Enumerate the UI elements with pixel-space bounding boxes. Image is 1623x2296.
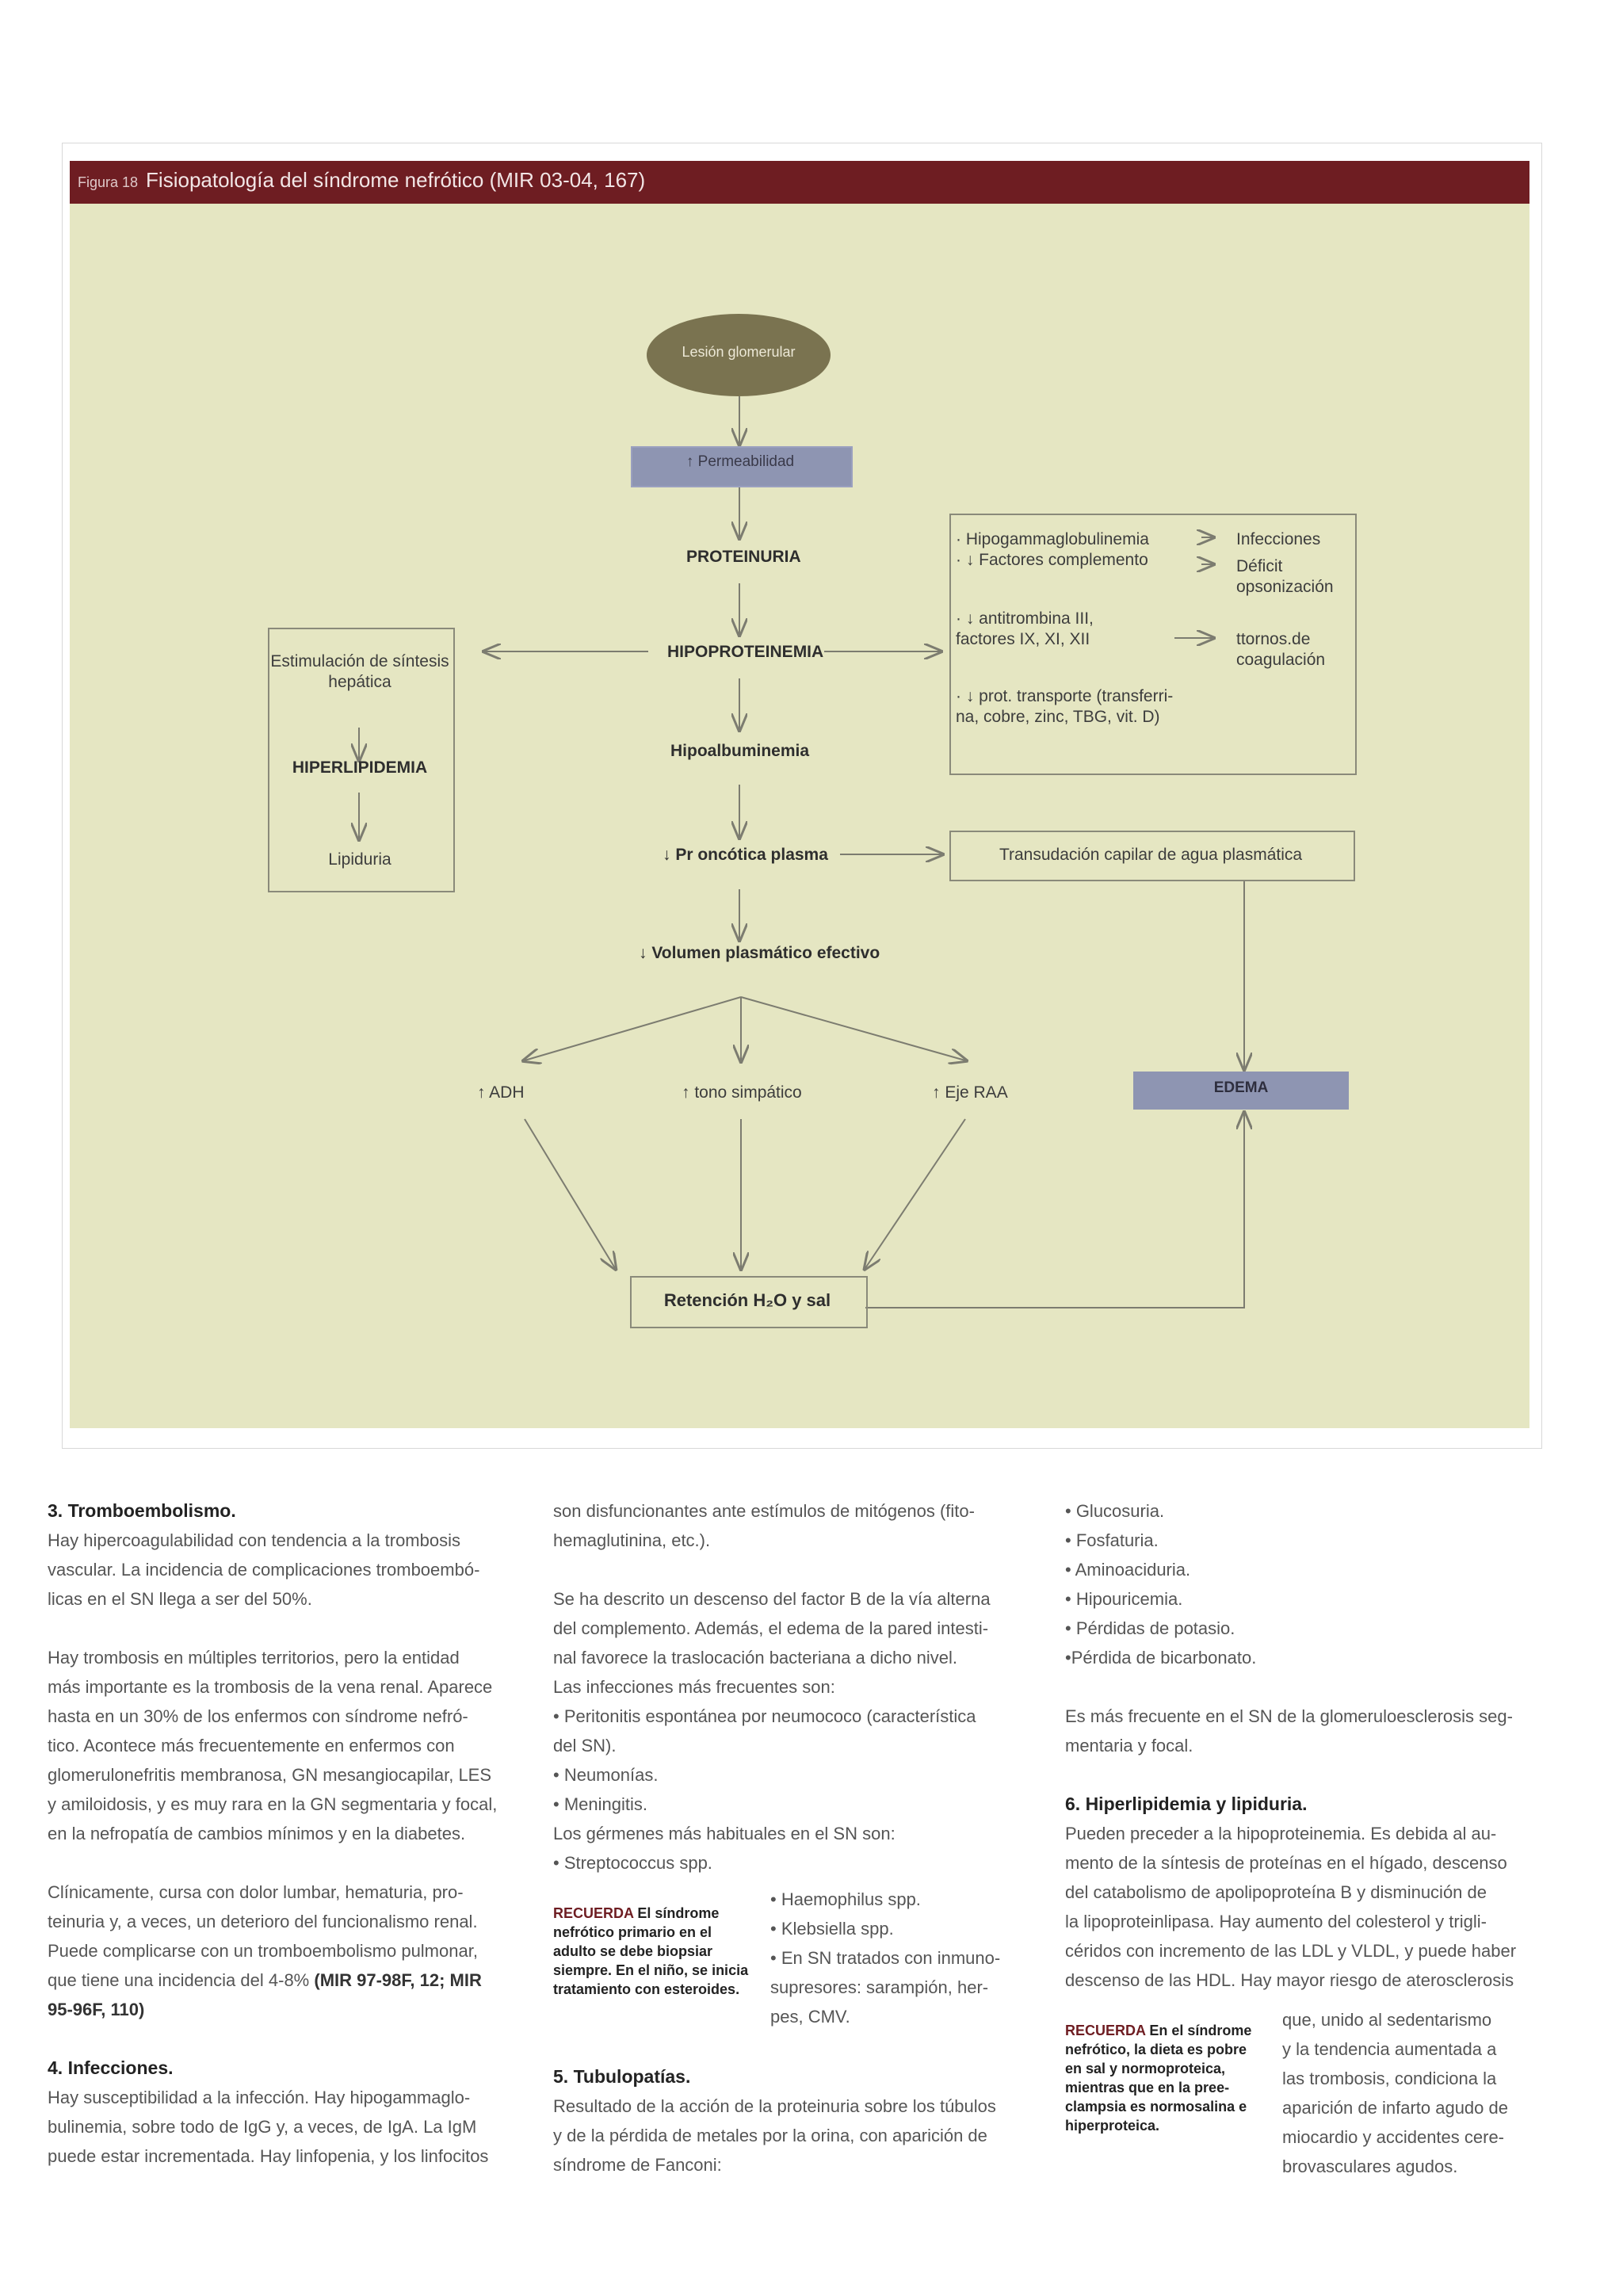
c1-p2-2: hasta en un 30% de los enfermos con síndrome nefró-	[48, 1706, 468, 1726]
c1-p2-0: Hay trombosis en múltiples territorios, pero la entidad	[48, 1648, 460, 1668]
node-pr-oncotica: ↓ Pr oncótica plasma	[663, 846, 828, 864]
c2-l2-1: • Klebsiella spp.	[770, 1919, 894, 1939]
c1-p2-3: tico. Acontece más frecuentemente en enfermos con	[48, 1736, 455, 1755]
c3-p2-2: del catabolismo de apolipoproteína B y disminución de	[1065, 1882, 1487, 1902]
node-volumen: ↓ Volumen plasmático efectivo	[639, 944, 880, 962]
c2-l2-2: • En SN tratados con inmuno-	[770, 1948, 1001, 1968]
c3-l-3: • Hipouricemia.	[1065, 1589, 1183, 1609]
c3-l-5: •Pérdida de bicarbonato.	[1065, 1648, 1257, 1668]
node-hipoalbuminemia: Hipoalbuminemia	[670, 742, 810, 760]
text-column-2	[553, 1496, 1029, 1878]
c3-l-1: • Fosfaturia.	[1065, 1530, 1159, 1550]
c3-l-0: • Glucosuria.	[1065, 1501, 1165, 1521]
c3-p3-0: que, unido al sedentarismo	[1282, 2010, 1492, 2030]
node-estim-1: Estimulación de síntesis	[270, 652, 449, 670]
rb-r3: opsonización	[1236, 578, 1334, 596]
c3-p2-5: descenso de las HDL. Hay mayor riesgo de aterosclerosis	[1065, 1970, 1514, 1990]
figure-number: Figura 18	[78, 174, 139, 190]
rb-r1: Infecciones	[1236, 530, 1321, 548]
rec1-3: siempre. En el niño, se inicia	[553, 1962, 749, 1978]
c3-p3-3: aparición de infarto agudo de	[1282, 2098, 1508, 2118]
node-lesion: Lesión glomerular	[682, 344, 796, 360]
c2-p2-5: del SN).	[553, 1736, 617, 1755]
rb-r4: ttornos.de	[1236, 630, 1311, 648]
c3-p2-1: mento de la síntesis de proteínas en el hígado, descenso	[1065, 1853, 1507, 1873]
c1-p3-0: Clínicamente, cursa con dolor lumbar, hematuria, pro-	[48, 1882, 464, 1902]
c2-p2-7: • Meningitis.	[553, 1794, 647, 1814]
text-column-2-list	[770, 1885, 1029, 2031]
text-column-3	[1065, 1496, 1544, 1995]
c1-p3-2: Puede complicarse con un tromboembolismo pulmonar,	[48, 1941, 478, 1961]
rb-r5: coagulación	[1236, 651, 1326, 669]
c2-p2-3: Las infecciones más frecuentes son:	[553, 1677, 835, 1697]
c2-p2-1: del complemento. Además, el edema de la pared intesti-	[553, 1618, 989, 1638]
c2-l2-0: • Haemophilus spp.	[770, 1889, 921, 1909]
rec2-5: hiperproteica.	[1065, 2118, 1160, 2134]
c1-p2-5: y amiloidosis, y es muy rara en la GN segmentaria y focal,	[48, 1794, 498, 1814]
recuerda-label: RECUERDA	[553, 1905, 634, 1921]
c2-l2-3: supresores: sarampión, her-	[770, 1977, 989, 1997]
rb-l5: · ↓ prot. transporte (transferri-	[956, 687, 1174, 705]
text-column-2-bottom	[553, 2062, 1029, 2179]
node-proteinuria: PROTEINURIA	[686, 548, 801, 566]
rb-l3: · ↓ antitrombina III,	[956, 609, 1094, 628]
text-column-3-bottom	[1282, 2005, 1544, 2181]
rec1-2: adulto se debe biopsiar	[553, 1943, 713, 1959]
rec1-4: tratamiento con esteroides.	[553, 1981, 740, 1997]
rec2-1: nefrótico, la dieta es pobre	[1065, 2042, 1247, 2057]
node-lipiduria: Lipiduria	[328, 850, 391, 869]
node-hiperlipidemia: HIPERLIPIDEMIA	[292, 758, 428, 777]
c3-p2-4: céridos con incremento de las LDL y VLDL, y puede haber	[1065, 1941, 1517, 1961]
c3-l-2: • Aminoaciduria.	[1065, 1560, 1191, 1580]
c1-p3-3: que tiene una incidencia del 4-8%	[48, 1970, 310, 1990]
c3-p1-1: mentaria y focal.	[1065, 1736, 1193, 1755]
node-permeabilidad: ↑ Permeabilidad	[685, 453, 795, 470]
c3-p3-4: miocardio y accidentes cere-	[1282, 2127, 1505, 2147]
c2-p2-9: • Streptococcus spp.	[553, 1853, 712, 1873]
rec1-0: El síndrome	[637, 1905, 720, 1921]
rb-r2: Déficit	[1236, 557, 1283, 575]
text-column-1	[48, 1496, 517, 2171]
rec2-0: En el síndrome	[1149, 2023, 1252, 2038]
node-adh: ↑ ADH	[477, 1083, 525, 1102]
c1-p2-1: más importante es la trombosis de la vena renal. Aparece	[48, 1677, 493, 1697]
heading-tromboembolismo: 3. Tromboembolismo.	[48, 1500, 236, 1521]
c3-p2-3: la lipoproteinlipasa. Hay aumento del colesterol y trigli-	[1065, 1912, 1487, 1931]
c2-l2-4: pes, CMV.	[770, 2007, 850, 2027]
c2-p2-8: Los gérmenes más habituales en el SN son:	[553, 1824, 896, 1843]
recuerda-note-1	[553, 1904, 767, 1999]
c3-p3-1: y la tendencia aumentada a	[1282, 2039, 1497, 2059]
c2-p2-2: nal favorece la traslocación bacteriana a dicho nivel.	[553, 1648, 957, 1668]
c3-l-4: • Pérdidas de potasio.	[1065, 1618, 1235, 1638]
rec2-2: en sal y normoproteica,	[1065, 2061, 1226, 2076]
c3-p3-2: las trombosis, condiciona la	[1282, 2069, 1497, 2088]
node-retencion: Retención H₂O y sal	[663, 1290, 831, 1310]
c3-p3-5: brovasculares agudos.	[1282, 2157, 1458, 2176]
c1-p3-1: teinuria y, a veces, un deterioro del funcionalismo renal.	[48, 1912, 478, 1931]
rb-l1: · Hipogammaglobulinemia	[956, 530, 1149, 548]
node-tono: ↑ tono simpático	[682, 1083, 802, 1102]
heading-hiperlipidemia: 6. Hiperlipidemia y lipiduria.	[1065, 1794, 1308, 1814]
recuerda-label-2: RECUERDA	[1065, 2023, 1146, 2038]
c2-p5-2: síndrome de Fanconi:	[553, 2155, 722, 2175]
heading-infecciones: 4. Infecciones.	[48, 2057, 174, 2078]
rec2-3: mientras que en la pree-	[1065, 2080, 1230, 2095]
c2-p2-6: • Neumonías.	[553, 1765, 659, 1785]
c3-p2-0: Pueden preceder a la hipoproteinemia. Es debida al au-	[1065, 1824, 1497, 1843]
c1-p2-6: en la nefropatía de cambios mínimos y en la diabetes.	[48, 1824, 466, 1843]
rb-l4: factores IX, XI, XII	[956, 630, 1090, 648]
c1-p4-0: Hay susceptibilidad a la infección. Hay hipogammaglo-	[48, 2088, 471, 2107]
c1-ref-2: 95-96F, 110)	[48, 2000, 145, 2019]
rb-l2: · ↓ Factores complemento	[956, 551, 1148, 569]
c1-ref-1: (MIR 97-98F, 12; MIR	[314, 1970, 482, 1990]
c1-p4-2: puede estar incrementada. Hay linfopenia, y los linfocitos	[48, 2146, 489, 2166]
rb-l6: na, cobre, zinc, TBG, vit. D)	[956, 708, 1160, 726]
c3-p1-0: Es más frecuente en el SN de la glomeruloesclerosis seg-	[1065, 1706, 1513, 1726]
c2-p1-0: son disfuncionantes ante estímulos de mitógenos (fito-	[553, 1501, 975, 1521]
rec1-1: nefrótico primario en el	[553, 1924, 712, 1940]
c1-p1-0: Hay hipercoagulabilidad con tendencia a la trombosis	[48, 1530, 460, 1550]
c2-p5-1: y de la pérdida de metales por la orina, con aparición de	[553, 2126, 987, 2145]
c2-p5-0: Resultado de la acción de la proteinuria sobre los túbulos	[553, 2096, 996, 2116]
heading-tubulopatias: 5. Tubulopatías.	[553, 2066, 691, 2087]
node-eje-raa: ↑ Eje RAA	[932, 1083, 1008, 1102]
c2-p2-0: Se ha descrito un descenso del factor B de la vía alterna	[553, 1589, 991, 1609]
figure-title-text: Fisiopatología del síndrome nefrótico (MIR 03-04, 167)	[146, 168, 646, 192]
node-hipoproteinemia: HIPOPROTEINEMIA	[667, 643, 824, 661]
c1-p1-1: vascular. La incidencia de complicaciones tromboembó-	[48, 1560, 480, 1580]
recuerda-note-2	[1065, 2021, 1277, 2135]
node-edema: EDEMA	[1213, 1079, 1269, 1096]
rec2-4: clampsia es normosalina e	[1065, 2099, 1247, 2115]
c1-p1-2: licas en el SN llega a ser del 50%.	[48, 1589, 312, 1609]
node-estim-2: hepática	[328, 673, 391, 691]
c2-p2-4: • Peritonitis espontánea por neumococo (característica	[553, 1706, 976, 1726]
c1-p2-4: glomerulonefritis membranosa, GN mesangiocapilar, LES	[48, 1765, 492, 1785]
c1-p4-1: bulinemia, sobre todo de IgG y, a veces, de IgA. La IgM	[48, 2117, 477, 2137]
c2-p1-1: hemaglutinina, etc.).	[553, 1530, 711, 1550]
node-transudacion: Transudación capilar de agua plasmática	[999, 846, 1303, 864]
